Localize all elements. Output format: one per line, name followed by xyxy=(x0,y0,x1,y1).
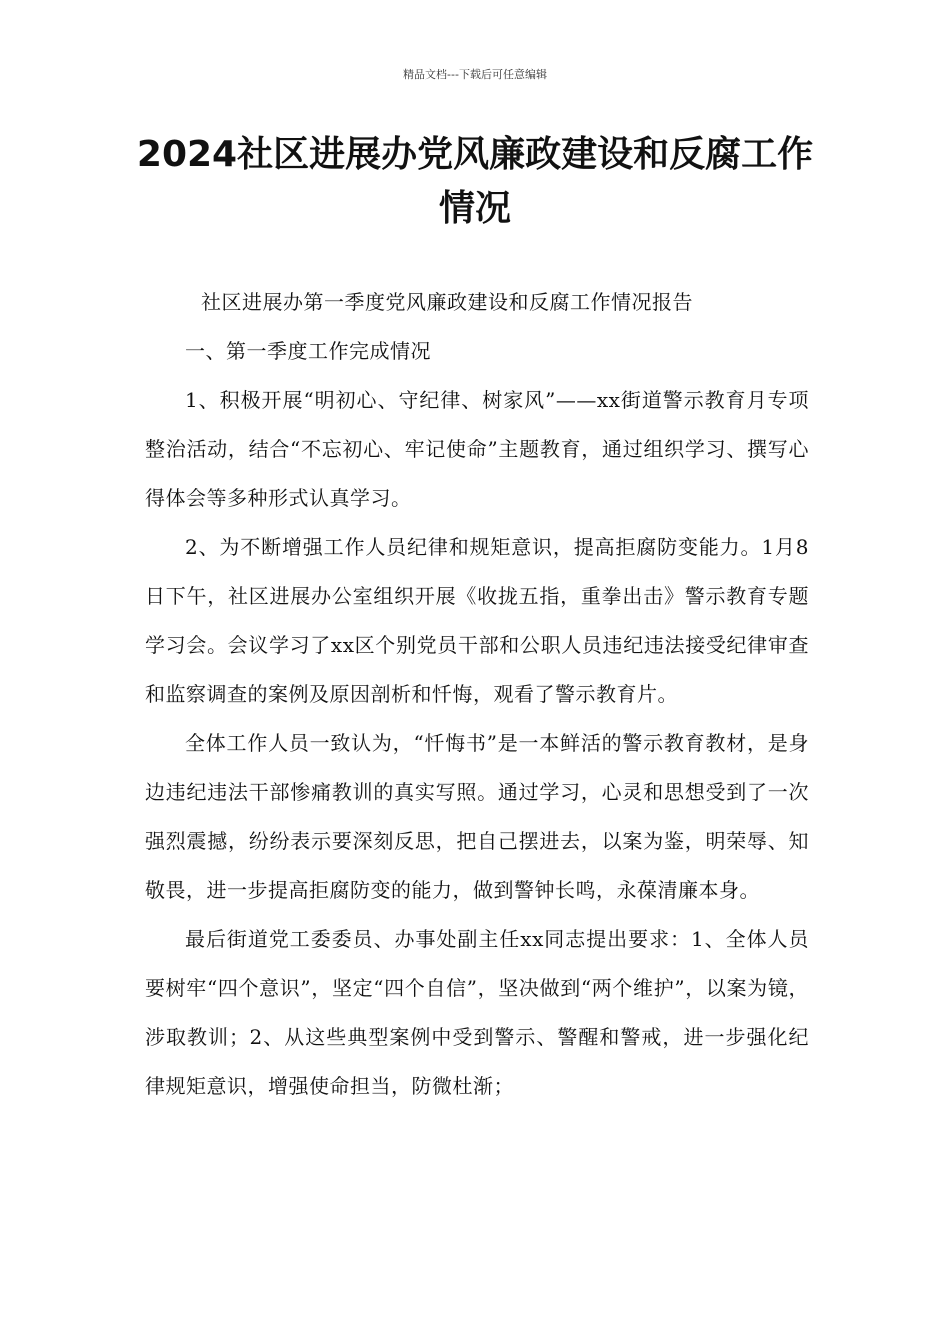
report-subtitle: 社区进展办第一季度党风廉政建设和反腐工作情况报告 xyxy=(201,290,693,314)
paragraph-4: 最后街道党工委委员、办事处副主任xx同志提出要求：1、全体人员要树牢“四个意识”，坚定“四个自信”，坚决做到“两个维护”，以案为镜，涉取教训；2、从这些典型案例中受到警示、警醒和警戒，进一步强化纪律规矩意识，增强使命担当，防微杜渐； xyxy=(145,927,809,1098)
paragraph-2: 2、为不断增强工作人员纪律和规矩意识，提高拒腐防变能力。1月8日下午，社区进展办公室组织开展《收拢五指，重拳出击》警示教育专题学习会。会议学习了xx区个别党员干部和公职人员违纪违法接受纪律审查和监察调查的案例及原因剖析和忏悔，观看了警示教育片。 xyxy=(145,535,809,706)
document-title: 2024社区进展办党风廉政建设和反腐工作情况 xyxy=(136,134,814,229)
header-note: 精品文档---下载后可任意编辑 xyxy=(403,68,547,81)
document-body xyxy=(145,278,809,1111)
section-heading: 一、第一季度工作完成情况 xyxy=(185,339,431,363)
paragraph-1: 1、积极开展“明初心、守纪律、树家风”——xx街道警示教育月专项整治活动，结合“不忘初心、牢记使命”主题教育，通过组织学习、撰写心得体会等多种形式认真学习。 xyxy=(145,388,809,510)
paragraph-3: 全体工作人员一致认为，“忏悔书”是一本鲜活的警示教育教材，是身边违纪违法干部惨痛教训的真实写照。通过学习，心灵和思想受到了一次强烈震撼，纷纷表示要深刻反思，把自己摆进去，以案为鉴，明荣辱、知敬畏，进一步提高拒腐防变的能力，做到警钟长鸣，永葆清廉本身。 xyxy=(145,731,809,902)
